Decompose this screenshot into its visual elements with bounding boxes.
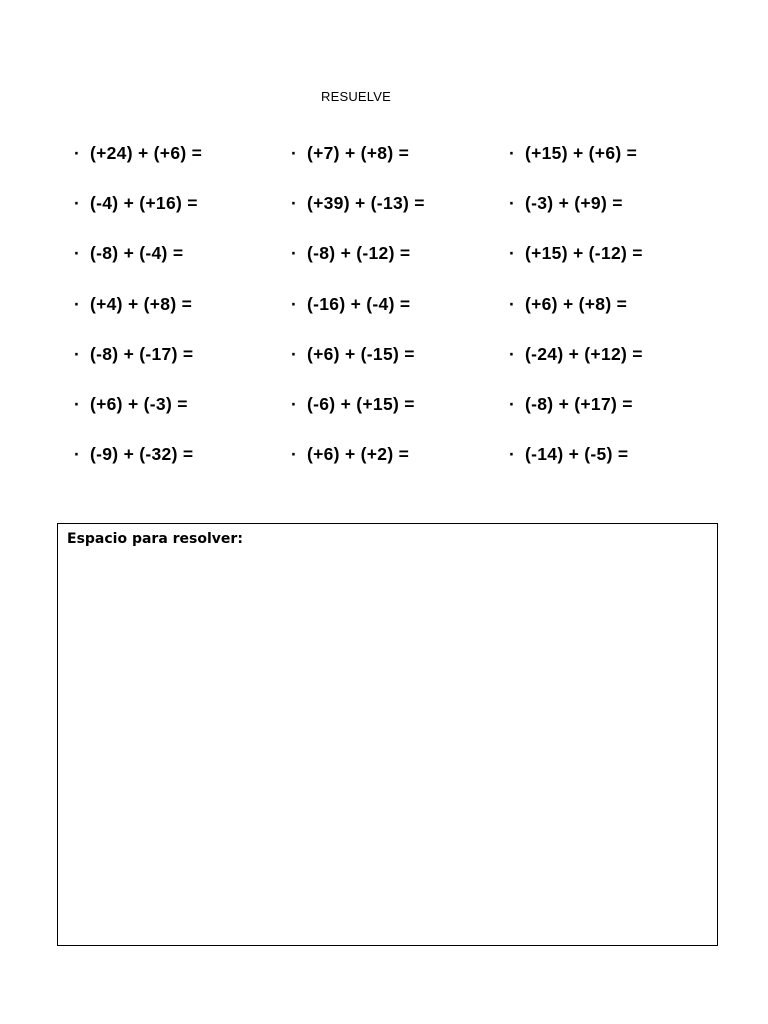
bullet-mark: ·	[291, 393, 298, 414]
exercise-row	[74, 235, 694, 285]
exercise-item	[74, 344, 193, 365]
page-title: RESUELVE	[321, 89, 391, 104]
bullet-mark: ·	[291, 293, 298, 314]
exercise-item	[74, 294, 192, 315]
bullet-mark: ·	[291, 243, 298, 264]
exercise-item	[509, 394, 633, 415]
exercise-row	[74, 185, 694, 235]
exercise-text: (+6) + (-15) =	[307, 343, 415, 364]
exercise-text: (-8) + (-4) =	[90, 243, 184, 264]
exercise-text: (+15) + (+6) =	[525, 143, 638, 163]
exercise-item	[291, 294, 410, 315]
exercise-item	[509, 143, 637, 164]
exercise-text: (+39) + (-13) =	[307, 193, 425, 214]
bullet-mark: ·	[509, 444, 516, 465]
bullet-mark: ·	[509, 293, 516, 314]
exercise-text: (-16) + (-4) =	[307, 293, 411, 314]
exercise-text: (+4) + (+8) =	[90, 293, 193, 314]
bullet-mark: ·	[509, 243, 516, 264]
exercise-item	[291, 444, 409, 465]
exercise-item	[509, 444, 628, 465]
bullet-mark: ·	[509, 143, 516, 163]
exercise-item	[291, 344, 415, 365]
exercise-row	[74, 436, 694, 486]
exercise-grid	[74, 135, 694, 486]
exercise-text: (-24) + (+12) =	[525, 343, 643, 364]
exercise-item	[74, 444, 193, 465]
exercise-item	[74, 243, 183, 264]
exercise-item	[509, 294, 627, 315]
exercise-text: (+15) + (-12) =	[525, 243, 643, 264]
bullet-mark: ·	[291, 193, 298, 214]
bullet-mark: ·	[509, 343, 516, 364]
bullet-mark: ·	[74, 444, 81, 465]
exercise-row	[74, 386, 694, 436]
exercise-item	[291, 143, 409, 164]
exercise-item	[509, 193, 623, 214]
exercise-text: (-8) + (-17) =	[90, 343, 194, 364]
exercise-text: (+6) + (-3) =	[90, 393, 188, 414]
bullet-mark: ·	[74, 293, 81, 314]
exercise-item	[509, 243, 643, 264]
exercise-text: (-6) + (+15) =	[307, 393, 415, 414]
exercise-item	[291, 394, 415, 415]
exercise-text: (-9) + (-32) =	[90, 444, 194, 465]
work-area-label: Espacio para resolver:	[67, 531, 243, 547]
exercise-item	[74, 193, 198, 214]
exercise-text: (-4) + (+16) =	[90, 193, 198, 214]
bullet-mark: ·	[74, 393, 81, 414]
bullet-mark: ·	[291, 143, 298, 163]
exercise-item	[291, 193, 425, 214]
exercise-text: (+6) + (+2) =	[307, 444, 410, 465]
bullet-mark: ·	[291, 343, 298, 364]
exercise-item	[74, 394, 188, 415]
exercise-text: (+7) + (+8) =	[307, 143, 410, 163]
exercise-row	[74, 135, 694, 185]
exercise-text: (+6) + (+8) =	[525, 293, 628, 314]
bullet-mark: ·	[74, 193, 81, 214]
exercise-item	[74, 143, 202, 164]
exercise-text: (+24) + (+6) =	[90, 143, 203, 163]
exercise-text: (-14) + (-5) =	[525, 444, 629, 465]
bullet-mark: ·	[74, 243, 81, 264]
exercise-item	[509, 344, 643, 365]
bullet-mark: ·	[509, 193, 516, 214]
bullet-mark: ·	[291, 444, 298, 465]
bullet-mark: ·	[74, 143, 81, 163]
exercise-row	[74, 286, 694, 336]
work-area-box[interactable]	[57, 523, 718, 946]
exercise-text: (-8) + (-12) =	[307, 243, 411, 264]
bullet-mark: ·	[74, 343, 81, 364]
exercise-text: (-8) + (+17) =	[525, 393, 633, 414]
bullet-mark: ·	[509, 393, 516, 414]
exercise-item	[291, 243, 410, 264]
exercise-row	[74, 336, 694, 386]
exercise-text: (-3) + (+9) =	[525, 193, 623, 214]
